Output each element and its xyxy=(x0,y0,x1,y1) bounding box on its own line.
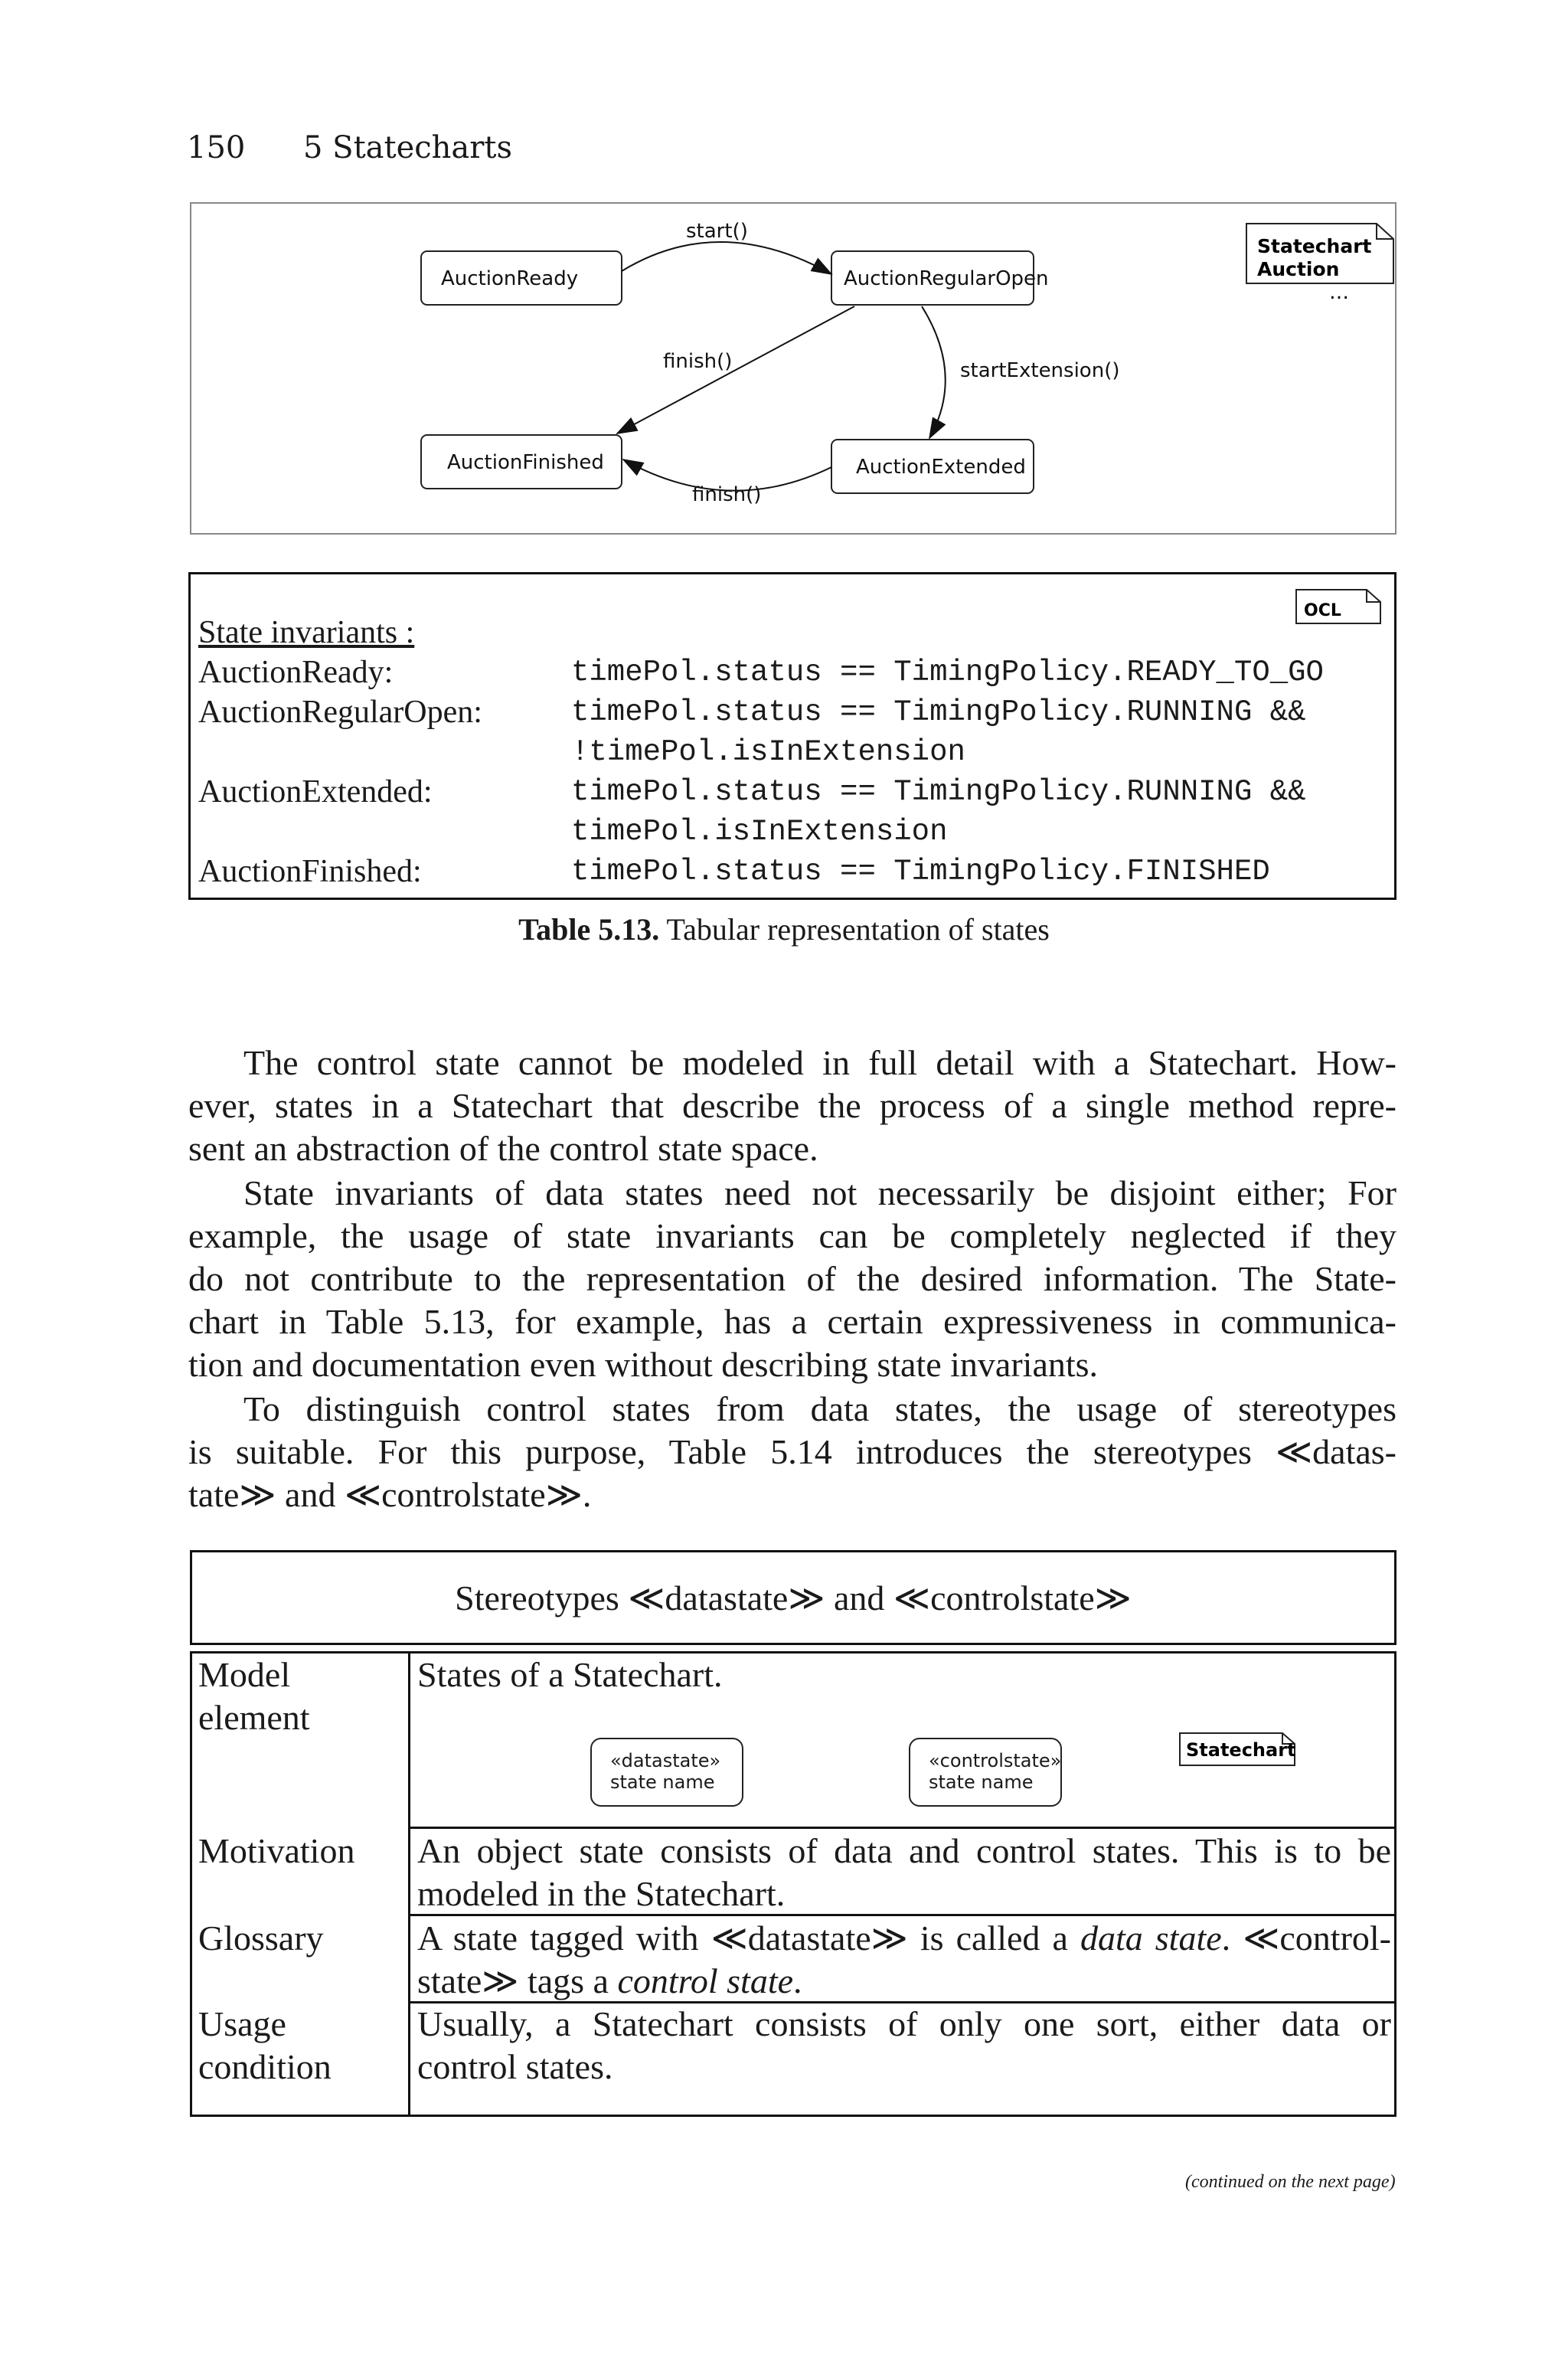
invariant-label: AuctionRegularOpen: xyxy=(198,695,482,730)
invariant-code: timePol.isInExtension xyxy=(571,815,948,849)
svg-text:…: … xyxy=(1329,281,1349,304)
invariant-code: timePol.status == TimingPolicy.READY_TO_GO xyxy=(571,656,1324,689)
state-invariants-table xyxy=(188,572,1396,900)
usage-condition-text: Usually, a Statechart consists of only one sort, either data or control states. xyxy=(417,2004,1391,2086)
continued-note: (continued on the next page) xyxy=(1185,2172,1396,2192)
row-divider xyxy=(408,1827,1394,1829)
invariant-code: timePol.status == TimingPolicy.FINISHED xyxy=(571,855,1270,888)
stereotype-table-title: Stereotypes ≪datastate≫ and ≪controlstate≫ xyxy=(455,1578,1132,1617)
state-auction-finished xyxy=(421,435,622,489)
row-divider xyxy=(408,1914,1394,1916)
controlstate-example: «controlstate» state name xyxy=(909,1738,1062,1807)
statechart-tag xyxy=(1246,224,1393,304)
svg-text:Statechart: Statechart xyxy=(1186,1739,1296,1761)
chapter-title: 5 Statecharts xyxy=(303,130,512,165)
row-label-motivation: Motivation xyxy=(198,1831,355,1870)
transition-start-extension-label: startExtension() xyxy=(960,359,1120,382)
transition-start-label: start() xyxy=(686,220,748,243)
transition-start-extension xyxy=(922,306,946,438)
stereotype-table-title-box xyxy=(190,1550,1396,1645)
row-label-usage-condition: Usage condition xyxy=(198,2004,332,2086)
state-auction-regular-open xyxy=(831,251,1049,305)
state-auction-extended xyxy=(831,440,1034,493)
column-divider xyxy=(408,1653,410,2115)
datastate-example: «datastate» state name xyxy=(590,1738,743,1807)
transition-finish-open xyxy=(617,306,854,433)
invariant-label: AuctionFinished: xyxy=(198,854,422,889)
transition-finish-extended-label: finish() xyxy=(692,483,762,506)
paragraph: State invariants of data states need not necessarily be disjoint either; For example, the usage of state invariants can be completely neglected if they do not contribute to the representation of the desired information. The State- chart in Table 5.13, for example, has a certain expressiveness in communica- tion and documentation even without describing state invariants. xyxy=(188,1173,1396,1384)
motivation-text: An object state consists of data and control states. This is to be modeled in the Statechart. xyxy=(417,1831,1391,1913)
row-label-glossary: Glossary xyxy=(198,1918,324,1958)
invariant-label: AuctionReady: xyxy=(198,655,394,690)
invariant-code: timePol.status == TimingPolicy.RUNNING && xyxy=(571,775,1306,809)
table-caption: Table 5.13. Tabular representation of states xyxy=(518,912,1050,947)
statechart-svg xyxy=(191,204,1395,533)
invariant-code: !timePol.isInExtension xyxy=(571,735,965,769)
svg-text:AuctionFinished: AuctionFinished xyxy=(447,451,604,474)
ocl-tag-icon xyxy=(1293,585,1385,628)
row-label-model-element: Model element xyxy=(198,1655,310,1737)
model-element-text: States of a Statechart. xyxy=(417,1655,723,1694)
transition-start xyxy=(622,242,831,274)
svg-text:AuctionExtended: AuctionExtended xyxy=(856,456,1026,479)
invariant-code: timePol.status == TimingPolicy.RUNNING && xyxy=(571,695,1306,729)
transition-finish-open-label: finish() xyxy=(663,350,733,373)
paragraph: The control state cannot be modeled in full detail with a Statechart. How- ever, states in a Statechart that describe the process of a single method repre- sent an abstraction of the control state space. xyxy=(188,1043,1396,1168)
page-number: 150 xyxy=(187,130,246,165)
svg-text:Auction: Auction xyxy=(1257,258,1340,280)
invariants-heading: State invariants : xyxy=(198,615,415,650)
stereotype-table xyxy=(190,1651,1396,2117)
svg-text:AuctionRegularOpen: AuctionRegularOpen xyxy=(844,267,1049,290)
invariant-label: AuctionExtended: xyxy=(198,774,433,810)
statechart-diagram xyxy=(190,202,1396,535)
svg-text:OCL: OCL xyxy=(1304,601,1341,620)
svg-text:Statechart: Statechart xyxy=(1257,235,1372,257)
glossary-text: A state tagged with ≪datastate≫ is called a data state. ≪control- state≫ tags a control state. xyxy=(417,1918,1391,2000)
svg-text:AuctionReady: AuctionReady xyxy=(441,267,579,290)
statechart-tag-icon xyxy=(1178,1732,1298,1768)
paragraph: To distinguish control states from data states, the usage of stereotypes is suitable. For this purpose, Table 5.14 introduces the stereotypes ≪datas- tate≫ and ≪controlstate≫. xyxy=(188,1389,1396,1514)
state-auction-ready xyxy=(421,251,622,305)
